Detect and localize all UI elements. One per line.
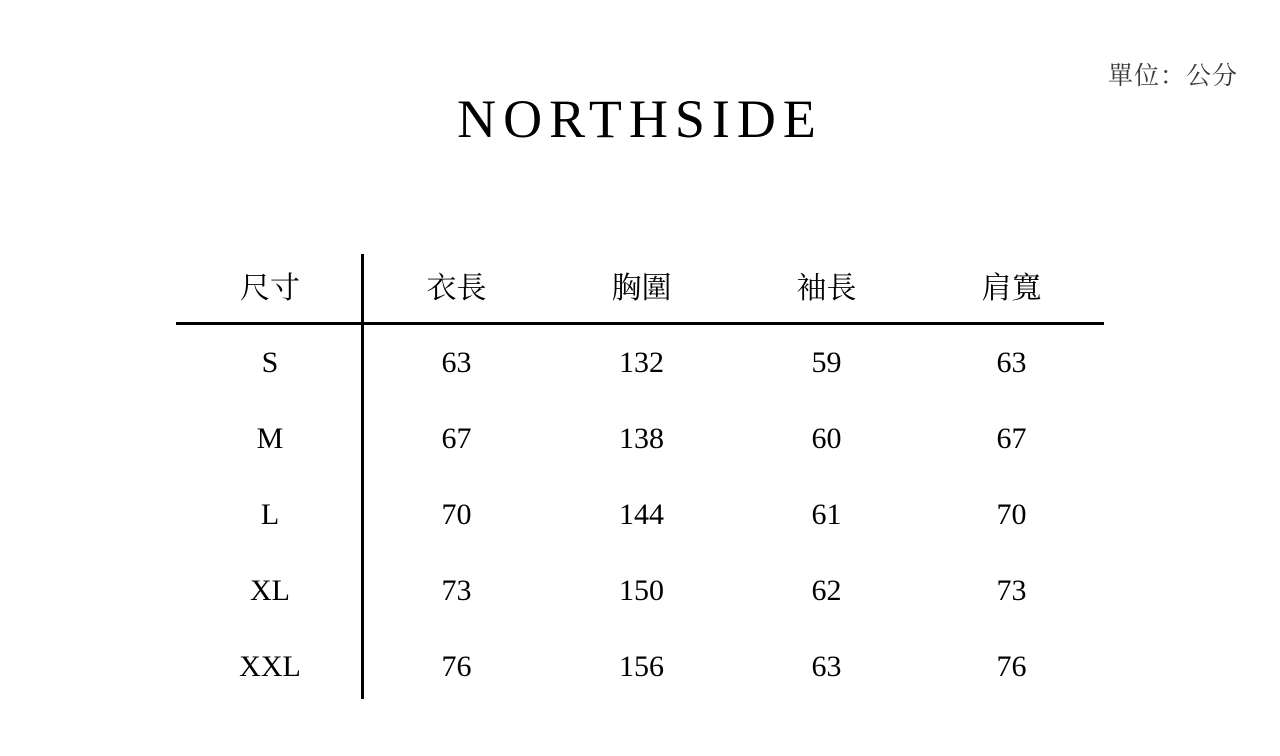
cell-sleeve: 59 [811, 346, 842, 379]
unit-note: 單位：公分 [1107, 63, 1238, 90]
column-header-sleeve: 袖長 [796, 272, 857, 305]
cell-shoulder: 67 [996, 422, 1027, 455]
cell-chest: 144 [619, 498, 664, 531]
cell-length: 76 [441, 650, 472, 683]
cell-sleeve: 61 [811, 498, 842, 531]
table-header [176, 248, 1104, 324]
cell-chest: 156 [619, 650, 664, 683]
cell-sleeve: 60 [811, 422, 842, 455]
page-title: NORTHSIDE [457, 89, 823, 149]
cell-length: 70 [441, 498, 472, 531]
cell-size: XXL [176, 629, 364, 705]
cell-sleeve: 62 [811, 574, 842, 607]
cell-chest: 132 [619, 346, 664, 379]
table-row [176, 629, 1104, 705]
table-row [176, 477, 1104, 553]
cell-size: S [176, 324, 364, 402]
cell-length: 73 [441, 574, 472, 607]
cell-length: 67 [441, 422, 472, 455]
cell-chest: 138 [619, 422, 664, 455]
cell-shoulder: 76 [996, 650, 1027, 683]
cell-shoulder: 70 [996, 498, 1027, 531]
cell-shoulder: 73 [996, 574, 1027, 607]
table-row [176, 324, 1104, 402]
column-header-length: 衣長 [426, 272, 487, 305]
cell-size: L [176, 477, 364, 553]
column-header-chest: 胸圍 [611, 272, 672, 305]
table-header-row [176, 248, 1104, 324]
size-chart [176, 248, 1104, 705]
cell-size: M [176, 401, 364, 477]
column-header-size: 尺寸 [176, 248, 364, 324]
cell-sleeve: 63 [811, 650, 842, 683]
table-row [176, 553, 1104, 629]
table-body [176, 324, 1104, 706]
cell-length: 63 [441, 346, 472, 379]
size-table [176, 248, 1104, 705]
cell-size: XL [176, 553, 364, 629]
cell-chest: 150 [619, 574, 664, 607]
cell-shoulder: 63 [996, 346, 1027, 379]
table-row [176, 401, 1104, 477]
column-header-shoulder: 肩寬 [981, 272, 1042, 305]
